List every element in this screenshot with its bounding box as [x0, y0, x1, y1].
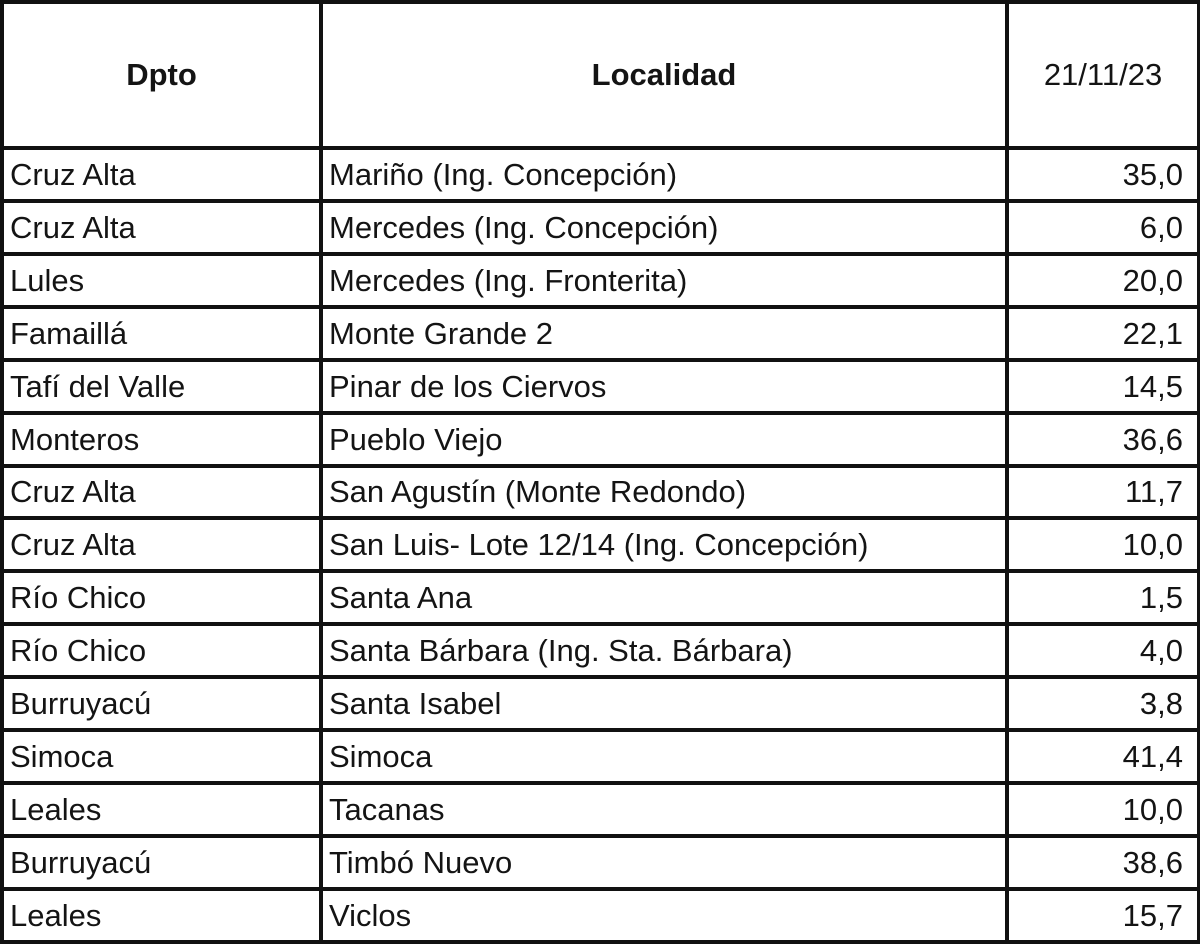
cell-dpto: Cruz Alta — [2, 518, 321, 571]
table-row — [2, 730, 1199, 783]
cell-localidad: Santa Ana — [321, 571, 1007, 624]
cell-value: 10,0 — [1007, 518, 1199, 571]
table-row — [2, 571, 1199, 624]
cell-dpto: Famaillá — [2, 307, 321, 360]
cell-localidad: Mercedes (Ing. Concepción) — [321, 201, 1007, 254]
cell-dpto: Tafí del Valle — [2, 360, 321, 413]
cell-localidad: Monte Grande 2 — [321, 307, 1007, 360]
cell-localidad: Pinar de los Ciervos — [321, 360, 1007, 413]
cell-localidad: Mercedes (Ing. Fronterita) — [321, 254, 1007, 307]
cell-value: 4,0 — [1007, 624, 1199, 677]
cell-value: 36,6 — [1007, 413, 1199, 466]
cell-localidad: Viclos — [321, 889, 1007, 942]
cell-localidad: Santa Isabel — [321, 677, 1007, 730]
cell-value: 20,0 — [1007, 254, 1199, 307]
cell-value: 38,6 — [1007, 836, 1199, 889]
cell-localidad: Mariño (Ing. Concepción) — [321, 148, 1007, 201]
cell-value: 15,7 — [1007, 889, 1199, 942]
table-row — [2, 413, 1199, 466]
table-row — [2, 783, 1199, 836]
cell-value: 10,0 — [1007, 783, 1199, 836]
table-row — [2, 466, 1199, 519]
cell-value: 3,8 — [1007, 677, 1199, 730]
cell-value: 35,0 — [1007, 148, 1199, 201]
cell-value: 1,5 — [1007, 571, 1199, 624]
table-row — [2, 624, 1199, 677]
cell-localidad: Pueblo Viejo — [321, 413, 1007, 466]
cell-value: 14,5 — [1007, 360, 1199, 413]
cell-dpto: Simoca — [2, 730, 321, 783]
cell-value: 41,4 — [1007, 730, 1199, 783]
header-localidad: Localidad — [321, 2, 1007, 148]
table-row — [2, 889, 1199, 942]
table-row — [2, 677, 1199, 730]
table-row — [2, 254, 1199, 307]
cell-dpto: Cruz Alta — [2, 201, 321, 254]
cell-dpto: Cruz Alta — [2, 148, 321, 201]
cell-dpto: Río Chico — [2, 624, 321, 677]
cell-dpto: Leales — [2, 889, 321, 942]
cell-localidad: San Agustín (Monte Redondo) — [321, 466, 1007, 519]
header-dpto: Dpto — [2, 2, 321, 148]
table-body — [2, 148, 1199, 942]
cell-localidad: Timbó Nuevo — [321, 836, 1007, 889]
table-row — [2, 836, 1199, 889]
cell-dpto: Burruyacú — [2, 677, 321, 730]
table-row — [2, 307, 1199, 360]
cell-value: 11,7 — [1007, 466, 1199, 519]
table-row — [2, 148, 1199, 201]
cell-localidad: Santa Bárbara (Ing. Sta. Bárbara) — [321, 624, 1007, 677]
cell-dpto: Cruz Alta — [2, 466, 321, 519]
header-row — [2, 2, 1199, 148]
cell-localidad: Tacanas — [321, 783, 1007, 836]
cell-localidad: San Luis- Lote 12/14 (Ing. Concepción) — [321, 518, 1007, 571]
table-header — [2, 2, 1199, 148]
cell-dpto: Leales — [2, 783, 321, 836]
header-date: 21/11/23 — [1007, 2, 1199, 148]
table-row — [2, 518, 1199, 571]
cell-dpto: Monteros — [2, 413, 321, 466]
table-row — [2, 360, 1199, 413]
cell-value: 6,0 — [1007, 201, 1199, 254]
cell-dpto: Lules — [2, 254, 321, 307]
table-row — [2, 201, 1199, 254]
cell-dpto: Río Chico — [2, 571, 321, 624]
cell-value: 22,1 — [1007, 307, 1199, 360]
cell-dpto: Burruyacú — [2, 836, 321, 889]
cell-localidad: Simoca — [321, 730, 1007, 783]
